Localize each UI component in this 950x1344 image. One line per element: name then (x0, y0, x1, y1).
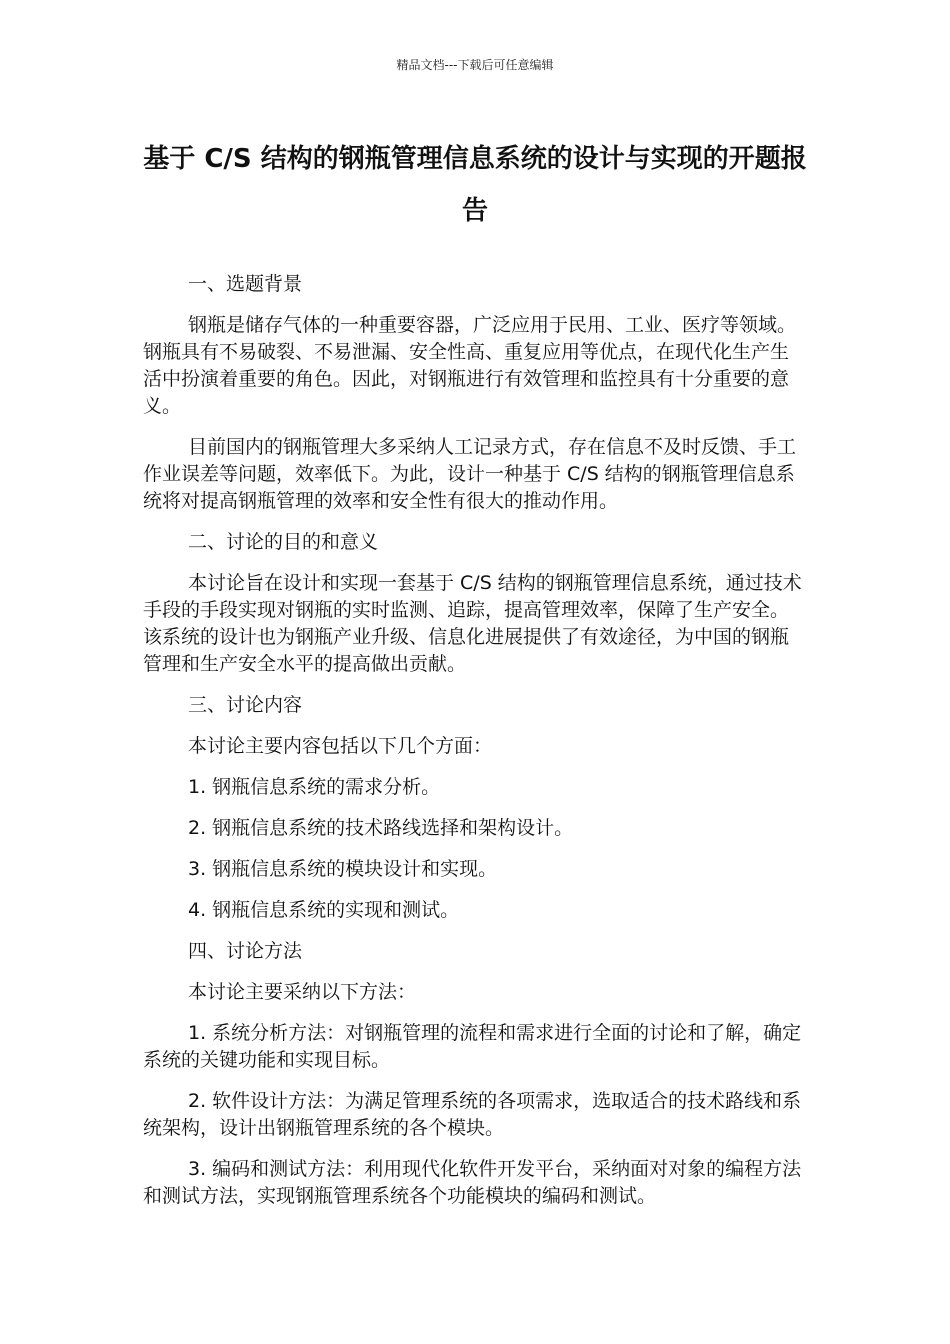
document-body (143, 271, 803, 1224)
content-intro: 本讨论主要内容包括以下几个方面： (188, 735, 493, 757)
paragraph-background-1: 钢瓶是储存气体的一种重要容器，广泛应用于民用、工业、医疗等领域。钢瓶具有不易破裂、不易泄漏、安全性高、重复应用等优点，在现代化生产生活中扮演着重要的角色。因此，对钢瓶进行有效管理和监控具有十分重要的意义。 (143, 314, 797, 417)
content-item-4: 4. 钢瓶信息系统的实现和测试。 (188, 899, 460, 921)
section-heading-background: 一、选题背景 (188, 273, 303, 295)
method-item-3: 3. 编码和测试方法：利用现代化软件开发平台，采纳面对对象的编程方法和测试方法，实现钢瓶管理系统各个功能模块的编码和测试。 (143, 1158, 802, 1207)
section-heading-purpose: 二、讨论的目的和意义 (188, 531, 379, 553)
content-item-2: 2. 钢瓶信息系统的技术路线选择和架构设计。 (188, 817, 574, 839)
document-title: 基于 C/S 结构的钢瓶管理信息系统的设计与实现的开题报告 (143, 144, 807, 226)
methods-intro: 本讨论主要采纳以下方法： (188, 981, 417, 1003)
header-note: 精品文档---下载后可任意编辑 (396, 58, 554, 72)
content-item-3: 3. 钢瓶信息系统的模块设计和实现。 (188, 858, 498, 880)
section-heading-methods: 四、讨论方法 (188, 940, 303, 962)
content-item-1: 1. 钢瓶信息系统的需求分析。 (188, 776, 441, 798)
section-heading-content: 三、讨论内容 (188, 694, 303, 716)
method-item-1: 1. 系统分析方法：对钢瓶管理的流程和需求进行全面的讨论和了解，确定系统的关键功能和实现目标。 (143, 1022, 802, 1071)
method-item-2: 2. 软件设计方法：为满足管理系统的各项需求，选取适合的技术路线和系统架构，设计出钢瓶管理系统的各个模块。 (143, 1090, 802, 1139)
paragraph-background-2: 目前国内的钢瓶管理大多采纳人工记录方式，存在信息不及时反馈、手工作业误差等问题，效率低下。为此，设计一种基于 C/S 结构的钢瓶管理信息系统将对提高钢瓶管理的效率和安全性有很大的推动作用。 (143, 436, 797, 512)
paragraph-purpose: 本讨论旨在设计和实现一套基于 C/S 结构的钢瓶管理信息系统，通过技术手段的手段实现对钢瓶的实时监测、追踪，提高管理效率，保障了生产安全。该系统的设计也为钢瓶产业升级、信息化进展提供了有效途径，为中国的钢瓶管理和生产安全水平的提高做出贡献。 (143, 572, 802, 675)
